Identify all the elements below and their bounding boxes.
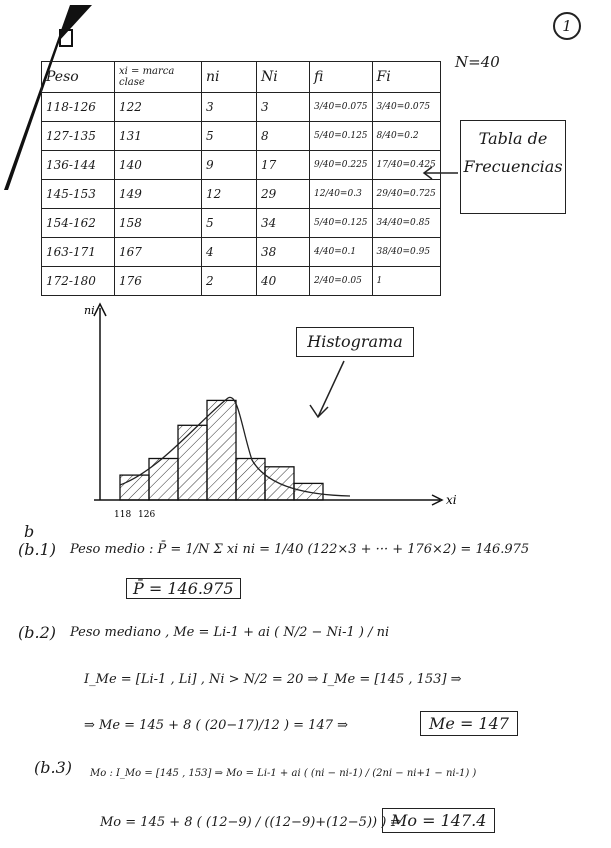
table-cell-Ni: 8 bbox=[257, 122, 310, 151]
col-header-xi: xi = marca clase bbox=[115, 62, 202, 93]
table-cell-xi: 158 bbox=[115, 209, 202, 238]
b2-label: (b.2) bbox=[18, 623, 56, 642]
table-row bbox=[42, 209, 441, 238]
table-header-row bbox=[42, 62, 441, 93]
b1-text: Peso medio : P̄ = 1/N Σ xi ni = 1/40 (122×3 + ··· + 176×2) = 146.975 bbox=[70, 542, 530, 557]
table-cell-fi: 5/40=0.125 bbox=[310, 122, 373, 151]
col-header-Ni: Ni bbox=[257, 62, 310, 93]
table-cell-ni: 2 bbox=[202, 267, 257, 296]
histogram-bar bbox=[178, 425, 207, 500]
y-axis-label: ni bbox=[84, 304, 95, 317]
table-cell-ni: 9 bbox=[202, 151, 257, 180]
b3-line2: Mo = 145 + 8 ( (12−9) / ((12−9)+(12−5)) ) ⇒ bbox=[100, 815, 402, 830]
table-cell-xi: 149 bbox=[115, 180, 202, 209]
table-row bbox=[42, 180, 441, 209]
table-cell-Fi: 29/40=0.725 bbox=[372, 180, 440, 209]
histogram-bar bbox=[207, 400, 236, 500]
table-cell-fi: 5/40=0.125 bbox=[310, 209, 373, 238]
table-cell-ni: 5 bbox=[202, 122, 257, 151]
table-cell-xi: 167 bbox=[115, 238, 202, 267]
table-cell-Fi: 3/40=0.075 bbox=[372, 93, 440, 122]
table-cell-interval: 163-171 bbox=[42, 238, 115, 267]
table-cell-xi: 131 bbox=[115, 122, 202, 151]
table-row bbox=[42, 151, 441, 180]
b3-line1: Mo : I_Mo = [145 , 153] ⇒ Mo = Li-1 + ai ( (ni − ni-1) / (2ni − ni+1 − ni-1) ) bbox=[90, 768, 477, 779]
table-label-box bbox=[460, 120, 566, 214]
col-header-Fi: Fi bbox=[372, 62, 440, 93]
histogram-bar bbox=[236, 459, 265, 501]
table-cell-ni: 4 bbox=[202, 238, 257, 267]
x-tick-label-1: 126 bbox=[138, 510, 156, 520]
col-header-fi: fi bbox=[310, 62, 373, 93]
table-cell-xi: 140 bbox=[115, 151, 202, 180]
table-label: Tabla de Frecuencias bbox=[463, 129, 563, 176]
b2-line3: ⇒ Me = 145 + 8 ( (20−17)/12 ) = 147 ⇒ bbox=[84, 718, 349, 733]
b2-result: Me = 147 bbox=[420, 711, 518, 736]
b2-line1: Peso mediano , Me = Li-1 + ai ( N/2 − Ni-1 ) / ni bbox=[70, 625, 390, 640]
page-number: 1 bbox=[553, 12, 581, 40]
table-cell-Ni: 17 bbox=[257, 151, 310, 180]
table-cell-interval: 118-126 bbox=[42, 93, 115, 122]
table-cell-Fi: 34/40=0.85 bbox=[372, 209, 440, 238]
table-cell-fi: 9/40=0.225 bbox=[310, 151, 373, 180]
b1-result: P̄ = 146.975 bbox=[126, 578, 241, 599]
histogram-chart bbox=[84, 300, 480, 530]
table-cell-interval: 145-153 bbox=[42, 180, 115, 209]
b2-line2: I_Me = [Li-1 , Li] , Ni > N/2 = 20 ⇒ I_Me = [145 , 153] ⇒ bbox=[84, 672, 462, 687]
col-header-peso: Peso bbox=[42, 62, 115, 93]
x-tick-label-0: 118 bbox=[114, 510, 132, 520]
table-cell-interval: 154-162 bbox=[42, 209, 115, 238]
table-row bbox=[42, 267, 441, 296]
table-cell-fi: 2/40=0.05 bbox=[310, 267, 373, 296]
sample-size-label: N=40 bbox=[455, 53, 500, 71]
x-axis-label: xi bbox=[446, 493, 457, 507]
table-cell-Fi: 8/40=0.2 bbox=[372, 122, 440, 151]
table-cell-Ni: 38 bbox=[257, 238, 310, 267]
table-cell-interval: 172-180 bbox=[42, 267, 115, 296]
table-cell-Ni: 40 bbox=[257, 267, 310, 296]
table-cell-ni: 3 bbox=[202, 93, 257, 122]
table-cell-fi: 4/40=0.1 bbox=[310, 238, 373, 267]
table-cell-Ni: 3 bbox=[257, 93, 310, 122]
table-cell-Ni: 29 bbox=[257, 180, 310, 209]
col-header-ni: ni bbox=[202, 62, 257, 93]
table-cell-Fi: 38/40=0.95 bbox=[372, 238, 440, 267]
table-cell-fi: 3/40=0.075 bbox=[310, 93, 373, 122]
b3-label: (b.3) bbox=[34, 758, 72, 777]
table-cell-interval: 127-135 bbox=[42, 122, 115, 151]
b3-result: Mo = 147.4 bbox=[382, 808, 495, 833]
histogram-label: Histograma bbox=[307, 332, 403, 351]
frequency-table bbox=[41, 61, 441, 296]
table-cell-xi: 122 bbox=[115, 93, 202, 122]
b1-label: (b.1) bbox=[18, 540, 56, 559]
table-cell-interval: 136-144 bbox=[42, 151, 115, 180]
table-cell-ni: 12 bbox=[202, 180, 257, 209]
table-cell-ni: 5 bbox=[202, 209, 257, 238]
section-b-label: b bbox=[24, 522, 35, 541]
left-arrow-icon bbox=[420, 165, 460, 181]
table-cell-Ni: 34 bbox=[257, 209, 310, 238]
table-row bbox=[42, 238, 441, 267]
table-cell-Fi: 17/40=0.425 bbox=[372, 151, 440, 180]
table-cell-Fi: 1 bbox=[372, 267, 440, 296]
table-row bbox=[42, 93, 441, 122]
table-cell-xi: 176 bbox=[115, 267, 202, 296]
table-cell-fi: 12/40=0.3 bbox=[310, 180, 373, 209]
table-row bbox=[42, 122, 441, 151]
